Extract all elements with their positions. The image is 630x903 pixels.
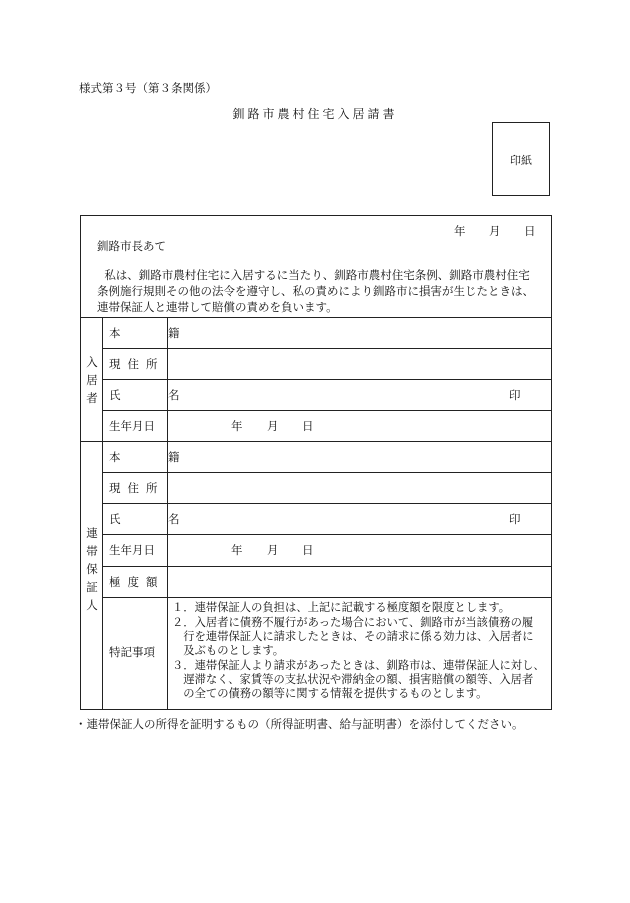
statement-line-2: 条例施行規則その他の法令を遵守し、私の責めにより釧路市に損害が生じたときは、	[97, 284, 534, 298]
tenant-address-label: 現住所	[109, 357, 165, 371]
date-year-label: 年	[454, 224, 466, 238]
special-note-2-cont-1: 行を連帯保証人に請求したときは、その請求に係る効力は、入居者に	[172, 630, 534, 643]
guarantor-birthdate-label: 生年月日	[109, 543, 155, 557]
document-title: 釧路市農村住宅入居請書	[232, 107, 398, 121]
guarantor-group-label: 連帯保証人	[86, 526, 98, 612]
application-form-table	[80, 215, 552, 710]
guarantor-name-label: 氏 名	[109, 512, 198, 526]
addressee: 釧路市長あて	[97, 239, 166, 253]
date-day-label: 日	[524, 224, 536, 238]
special-note-3-cont-1: 遅滞なく、家賃等の支払状況や滞納金の額、損害賠償の額等、入居者	[172, 673, 534, 686]
guarantor-birth-day-label: 日	[302, 543, 314, 557]
date-month-label: 月	[489, 224, 501, 238]
attachment-footnote: ・連帯保証人の所得を証明するもの（所得証明書、給与証明書）を添付してください。	[75, 717, 524, 731]
guarantor-seal-mark: 印	[509, 512, 521, 526]
tenant-birth-day-label: 日	[302, 419, 314, 433]
guarantor-special-notes-label: 特記事項	[109, 645, 155, 659]
special-note-2: ２．入居者に債務不履行があった場合において、釧路市が当該債務の履	[172, 616, 534, 629]
guarantor-birth-month-label: 月	[267, 543, 279, 557]
tenant-group-label: 入居者	[86, 355, 98, 405]
guarantor-limit-label: 極度額	[109, 575, 165, 589]
tenant-seal-mark: 印	[509, 388, 521, 402]
stamp-label: 印紙	[510, 154, 532, 167]
form-number: 様式第３号（第３条関係）	[79, 81, 217, 95]
special-note-1: １．連帯保証人の負担は、上記に記載する極度額を限度とします。	[172, 601, 511, 614]
tenant-honseki-label: 本 籍	[109, 326, 198, 340]
tenant-name-label: 氏 名	[109, 388, 198, 402]
special-note-3-cont-2: の全ての債務の額等に関する情報を提供するものとします。	[172, 687, 488, 700]
guarantor-birth-year-label: 年	[231, 543, 243, 557]
guarantor-honseki-label: 本 籍	[109, 450, 198, 464]
tenant-birth-year-label: 年	[231, 419, 243, 433]
special-note-3: ３．連帯保証人より請求があったときは、釧路市は、連帯保証人に対し、	[172, 659, 545, 672]
special-note-2-cont-2: 及ぶものとします。	[172, 644, 285, 657]
tenant-birthdate-label: 生年月日	[109, 419, 155, 433]
tenant-birth-month-label: 月	[267, 419, 279, 433]
statement-line-3: 連帯保証人と連帯して賠償の責めを負います。	[97, 300, 338, 314]
statement-line-1: 私は、釧路市農村住宅に入居するに当たり、釧路市農村住宅条例、釧路市農村住宅	[104, 268, 530, 282]
revenue-stamp-box	[492, 122, 550, 196]
guarantor-address-label: 現住所	[109, 481, 165, 495]
